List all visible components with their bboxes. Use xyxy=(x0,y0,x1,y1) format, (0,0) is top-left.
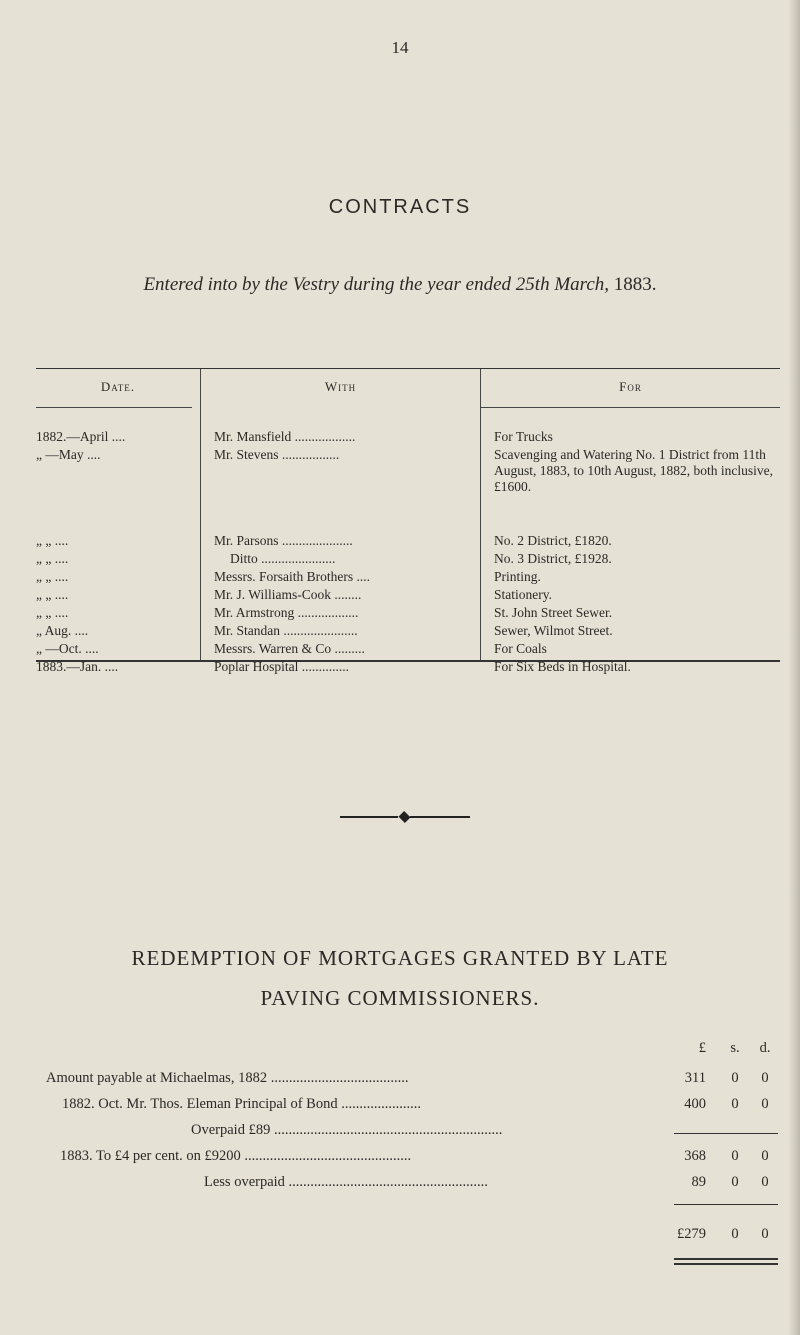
redemption-heading-line2: PAVING COMMISSIONERS. xyxy=(260,986,540,1010)
money-label: Overpaid £89 ............................................................... xyxy=(191,1122,503,1138)
row-for: For Six Beds in Hospital. xyxy=(494,659,631,674)
money-label: 1882. Oct. Mr. Thos. Eleman Principal of Bond ...................... xyxy=(62,1096,421,1112)
row-date: „ „ .... xyxy=(36,533,69,548)
money-label: Less overpaid ....................................................... xyxy=(204,1174,488,1190)
col-pence: d. xyxy=(759,1040,771,1056)
total-pence: 0 xyxy=(761,1226,769,1242)
row-date: „ „ .... xyxy=(36,605,69,620)
row-with: Mr. Stevens ................. xyxy=(214,447,340,462)
header-rule-for xyxy=(480,407,780,408)
money-row xyxy=(0,1122,800,1142)
row-date: „ „ .... xyxy=(36,587,69,602)
row-with: Mr. Standan ...................... xyxy=(214,623,358,638)
column-divider-1 xyxy=(200,369,201,660)
row-with: Mr. Armstrong .................. xyxy=(214,605,359,620)
money-pounds: 89 xyxy=(691,1174,706,1190)
row-with: Messrs. Warren & Co ......... xyxy=(214,641,365,656)
ornament-diamond xyxy=(398,811,410,823)
row-for: For Coals xyxy=(494,641,547,656)
row-with: Poplar Hospital .............. xyxy=(214,659,349,674)
row-for: Scavenging and Watering No. 1 District from 11th August, 1883, to 10th August, 1882, both inclusive, £1600. xyxy=(494,447,774,494)
row-for: No. 3 District, £1928. xyxy=(494,551,612,566)
row-for: No. 2 District, £1820. xyxy=(494,533,612,548)
row-for: Sewer, Wilmot Street. xyxy=(494,623,613,638)
money-label: Amount payable at Michaelmas, 1882 ...................................... xyxy=(46,1070,409,1086)
col-shillings: s. xyxy=(730,1040,740,1056)
money-row xyxy=(0,1096,800,1116)
page-number: 14 xyxy=(391,38,409,57)
column-divider-2 xyxy=(480,369,481,660)
money-shillings: 0 xyxy=(731,1174,739,1190)
row-with: Mr. J. Williams-Cook ........ xyxy=(214,587,362,602)
col-pounds: £ xyxy=(698,1040,706,1056)
row-for: Printing. xyxy=(494,569,541,584)
money-row xyxy=(0,1174,800,1194)
header-rule-date xyxy=(36,407,192,408)
ornament-rule-left xyxy=(340,816,398,818)
money-pence: 0 xyxy=(761,1070,769,1086)
double-rule-bottom xyxy=(674,1263,778,1265)
row-date: 1883.—Jan. .... xyxy=(36,659,119,674)
total-rule xyxy=(674,1204,778,1205)
row-with: Ditto ...................... xyxy=(230,551,336,566)
subtotal-rule xyxy=(674,1133,778,1134)
redemption-heading-line1: REDEMPTION OF MORTGAGES GRANTED BY LATE xyxy=(131,946,669,970)
money-pounds: 368 xyxy=(684,1148,706,1164)
money-pence: 0 xyxy=(761,1096,769,1112)
money-label: 1883. To £4 per cent. on £9200 .............................................. xyxy=(60,1148,412,1164)
total-shillings: 0 xyxy=(731,1226,739,1242)
money-shillings: 0 xyxy=(731,1096,739,1112)
money-pence: 0 xyxy=(761,1174,769,1190)
row-date: „ Aug. .... xyxy=(36,623,89,638)
row-for: For Trucks xyxy=(494,429,553,444)
row-date: „ —Oct. .... xyxy=(36,641,99,656)
ornament-rule-right xyxy=(410,816,470,818)
header-for: For xyxy=(619,379,642,394)
subtitle-date: 25th March, xyxy=(515,274,610,295)
row-date: „ „ .... xyxy=(36,569,69,584)
money-pence: 0 xyxy=(761,1148,769,1164)
money-column-headers xyxy=(0,1040,800,1060)
row-with: Mr. Mansfield .................. xyxy=(214,429,356,444)
header-date: Date. xyxy=(100,379,136,394)
money-row xyxy=(0,1070,800,1090)
money-row xyxy=(0,1148,800,1168)
money-total-row xyxy=(0,1226,800,1246)
row-with: Messrs. Forsaith Brothers .... xyxy=(214,569,370,584)
double-rule-top xyxy=(674,1258,778,1260)
money-shillings: 0 xyxy=(731,1070,739,1086)
row-with: Mr. Parsons ..................... xyxy=(214,533,353,548)
subtitle-prefix: Entered into by the Vestry during the year ended xyxy=(143,274,516,295)
money-pounds: 311 xyxy=(684,1070,706,1086)
row-date: 1882.—April .... xyxy=(36,429,126,444)
money-pounds: 400 xyxy=(684,1096,706,1112)
header-with: With xyxy=(324,379,357,394)
row-for: St. John Street Sewer. xyxy=(494,605,613,620)
row-date: „ —May .... xyxy=(36,447,101,462)
page-title: CONTRACTS xyxy=(328,196,472,218)
total-pounds: £279 xyxy=(677,1226,706,1242)
subtitle-year: 1883. xyxy=(609,274,657,295)
section-divider-ornament xyxy=(340,812,470,822)
row-date: „ „ .... xyxy=(36,551,69,566)
money-shillings: 0 xyxy=(731,1148,739,1164)
contracts-table xyxy=(36,368,780,674)
row-for: Stationery. xyxy=(494,587,552,602)
page-subtitle xyxy=(0,274,800,296)
